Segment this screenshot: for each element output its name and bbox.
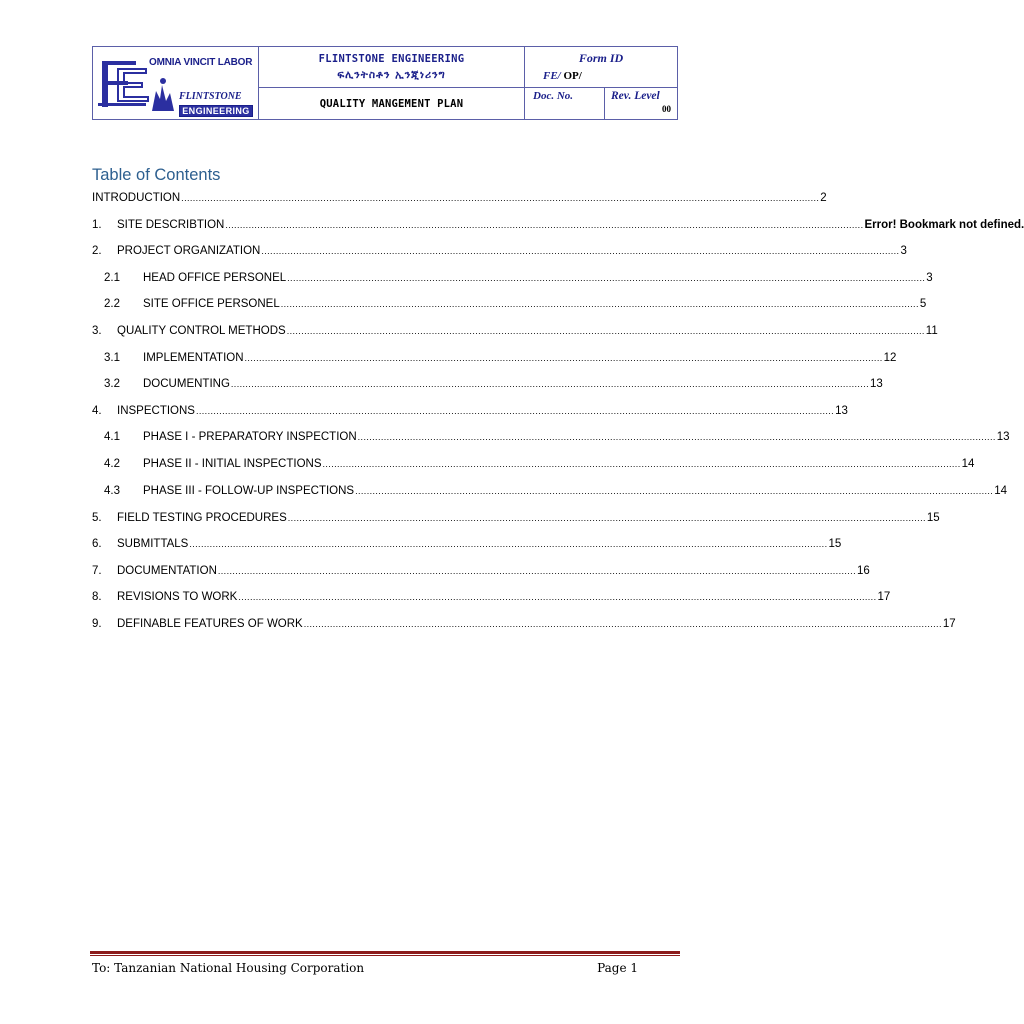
toc-entry-number: 1. <box>92 219 102 231</box>
company-name-amharic: ፍሊንትስቶን ኢንጂነሪንግ <box>337 69 446 81</box>
brand-wordmark: FLINTSTONE <box>179 91 242 102</box>
doc-no-cell <box>525 87 605 119</box>
toc-entry-page: 13 <box>996 431 1010 443</box>
toc-entry-number: 2.1 <box>104 272 120 284</box>
toc-entry-label: IMPLEMENTATION <box>143 352 244 364</box>
company-motto: OMNIA VINCIT LABOR <box>149 57 253 68</box>
toc-entry[interactable] <box>92 192 827 208</box>
toc-entry-page: 13 <box>835 405 848 417</box>
toc-entry-label: PHASE I - PREPARATORY INSPECTION <box>143 431 357 443</box>
toc-entry-label: SITE DESCRIBTION <box>117 219 225 231</box>
toc-entry-number: 4.1 <box>104 431 120 443</box>
toc-entry-label: HEAD OFFICE PERSONEL <box>143 272 287 284</box>
toc-dot-leader: ............................................................................................................................................................................................................................ <box>181 193 820 203</box>
toc-entry-error: Error! Bookmark not defined. <box>864 219 1024 231</box>
toc-entry-label: PHASE II - INITIAL INSPECTIONS <box>143 458 322 470</box>
toc-entry-page: 3 <box>926 272 933 284</box>
toc-dot-leader: ............................................................................................................................................................................................................................ <box>322 459 961 469</box>
brand-subtitle: ENGINEERING <box>179 105 253 117</box>
toc-title: Table of Contents <box>92 166 221 184</box>
toc-entry[interactable] <box>92 591 891 607</box>
footer-rule-thin <box>90 955 680 956</box>
toc-entry[interactable] <box>92 245 907 261</box>
toc-entry-label: DOCUMENTING <box>143 378 230 390</box>
toc-entry-label: QUALITY CONTROL METHODS <box>117 325 286 337</box>
footer-recipient: To: Tanzanian National Housing Corporation <box>92 961 365 975</box>
toc-entry-label: SITE OFFICE PERSONEL <box>143 298 280 310</box>
toc-entry-number: 3.2 <box>104 378 120 390</box>
toc-entry[interactable] <box>92 378 883 394</box>
toc-dot-leader: ............................................................................................................................................................................................................................ <box>244 353 883 363</box>
toc-entry[interactable] <box>92 298 927 314</box>
toc-entry-page: 2 <box>820 192 827 204</box>
toc-entry[interactable] <box>92 538 842 554</box>
toc-entry-number: 8. <box>92 591 102 603</box>
footer-page-number: Page 1 <box>597 961 638 975</box>
toc-entry[interactable] <box>92 565 870 581</box>
doc-no-label: Doc. No. <box>533 90 574 102</box>
rev-level-label: Rev. Level <box>611 90 660 102</box>
plan-title-cell <box>259 87 525 119</box>
toc-dot-leader: ............................................................................................................................................................................................................................ <box>225 220 864 230</box>
toc-entry-number: 4.3 <box>104 485 120 497</box>
toc-dot-leader: ............................................................................................................................................................................................................................ <box>230 379 869 389</box>
document-title: QUALITY MANGEMENT PLAN <box>319 98 464 110</box>
toc-dot-leader: ............................................................................................................................................................................................................................ <box>195 406 835 416</box>
toc-dot-leader: ............................................................................................................................................................................................................................ <box>217 566 856 576</box>
toc-entry-label: PROJECT ORGANIZATION <box>117 245 261 257</box>
toc-entry-page: 15 <box>926 512 940 524</box>
form-id-prefix: FE/ <box>543 70 561 82</box>
toc-dot-leader: ............................................................................................................................................................................................................................ <box>303 619 942 629</box>
toc-dot-leader: ............................................................................................................................................................................................................................ <box>357 432 996 442</box>
toc-entry[interactable] <box>92 352 897 368</box>
toc-entry[interactable] <box>92 405 848 421</box>
form-id-label: Form ID <box>578 51 624 65</box>
toc-entry-label: DEFINABLE FEATURES OF WORK <box>117 618 303 630</box>
toc-dot-leader: ............................................................................................................................................................................................................................ <box>261 246 900 256</box>
toc-entry-number: 7. <box>92 565 102 577</box>
toc-entry-number: 5. <box>92 512 102 524</box>
toc-entry-label: SUBMITTALS <box>117 538 189 550</box>
toc-dot-leader: ............................................................................................................................................................................................................................ <box>286 326 925 336</box>
toc-entry-number: 3.1 <box>104 352 120 364</box>
toc-entry-number: 2.2 <box>104 298 120 310</box>
toc-dot-leader: ............................................................................................................................................................................................................................ <box>287 513 926 523</box>
toc-entry-page: 15 <box>828 538 842 550</box>
rev-level-cell <box>605 87 677 119</box>
toc-entry-number: 3. <box>92 325 102 337</box>
toc-entry-number: 4. <box>92 405 102 417</box>
toc-entry-number: 4.2 <box>104 458 120 470</box>
toc-entry-label: DOCUMENTATION <box>117 565 217 577</box>
form-id-suffix: OP/ <box>560 70 582 82</box>
toc-entry[interactable] <box>92 219 1024 235</box>
toc-dot-leader: ............................................................................................................................................................................................................................ <box>238 592 877 602</box>
document-header <box>92 46 678 120</box>
toc-entry[interactable] <box>92 458 975 474</box>
toc-entry-label: INTRODUCTION <box>92 192 181 204</box>
toc-entry-label: REVISIONS TO WORK <box>117 591 238 603</box>
toc-entry-page: 17 <box>942 618 956 630</box>
toc-entry[interactable] <box>92 512 940 528</box>
company-cell <box>259 47 525 87</box>
toc-entry-number: 9. <box>92 618 102 630</box>
toc-entry-number: 2. <box>92 245 102 257</box>
company-name: FLINTSTONE ENGINEERING <box>318 53 465 65</box>
form-id-value <box>543 70 582 82</box>
toc-entry-page: 14 <box>961 458 975 470</box>
toc-entry-page: 14 <box>994 485 1007 497</box>
toc-entry[interactable] <box>92 485 1007 501</box>
toc-entry-page: 11 <box>925 325 938 337</box>
logo-cell <box>93 47 259 119</box>
toc-entry-page: 3 <box>900 245 907 257</box>
toc-dot-leader: ............................................................................................................................................................................................................................ <box>280 299 919 309</box>
toc-entry-page: 13 <box>870 378 883 390</box>
toc-entry[interactable] <box>92 325 938 341</box>
toc-entry-label: INSPECTIONS <box>117 405 195 417</box>
toc-entry-number: 6. <box>92 538 102 550</box>
toc-entry-label: PHASE III - FOLLOW-UP INSPECTIONS <box>143 485 355 497</box>
toc-entry-page: 12 <box>883 352 897 364</box>
toc-entry[interactable] <box>92 272 933 288</box>
rev-level-value: 00 <box>662 104 671 114</box>
toc-dot-leader: ............................................................................................................................................................................................................................ <box>287 273 926 283</box>
toc-dot-leader: ............................................................................................................................................................................................................................ <box>355 486 994 496</box>
form-id-cell <box>525 47 677 87</box>
toc-entry-page: 17 <box>877 591 891 603</box>
toc-entry[interactable] <box>92 431 1010 447</box>
toc-entry-label: FIELD TESTING PROCEDURES <box>117 512 287 524</box>
toc-entry-page: 16 <box>856 565 870 577</box>
footer-rule <box>90 951 680 954</box>
toc-entry-page: 5 <box>919 298 927 310</box>
toc-dot-leader: ............................................................................................................................................................................................................................ <box>189 539 828 549</box>
toc-entry[interactable] <box>92 618 956 634</box>
